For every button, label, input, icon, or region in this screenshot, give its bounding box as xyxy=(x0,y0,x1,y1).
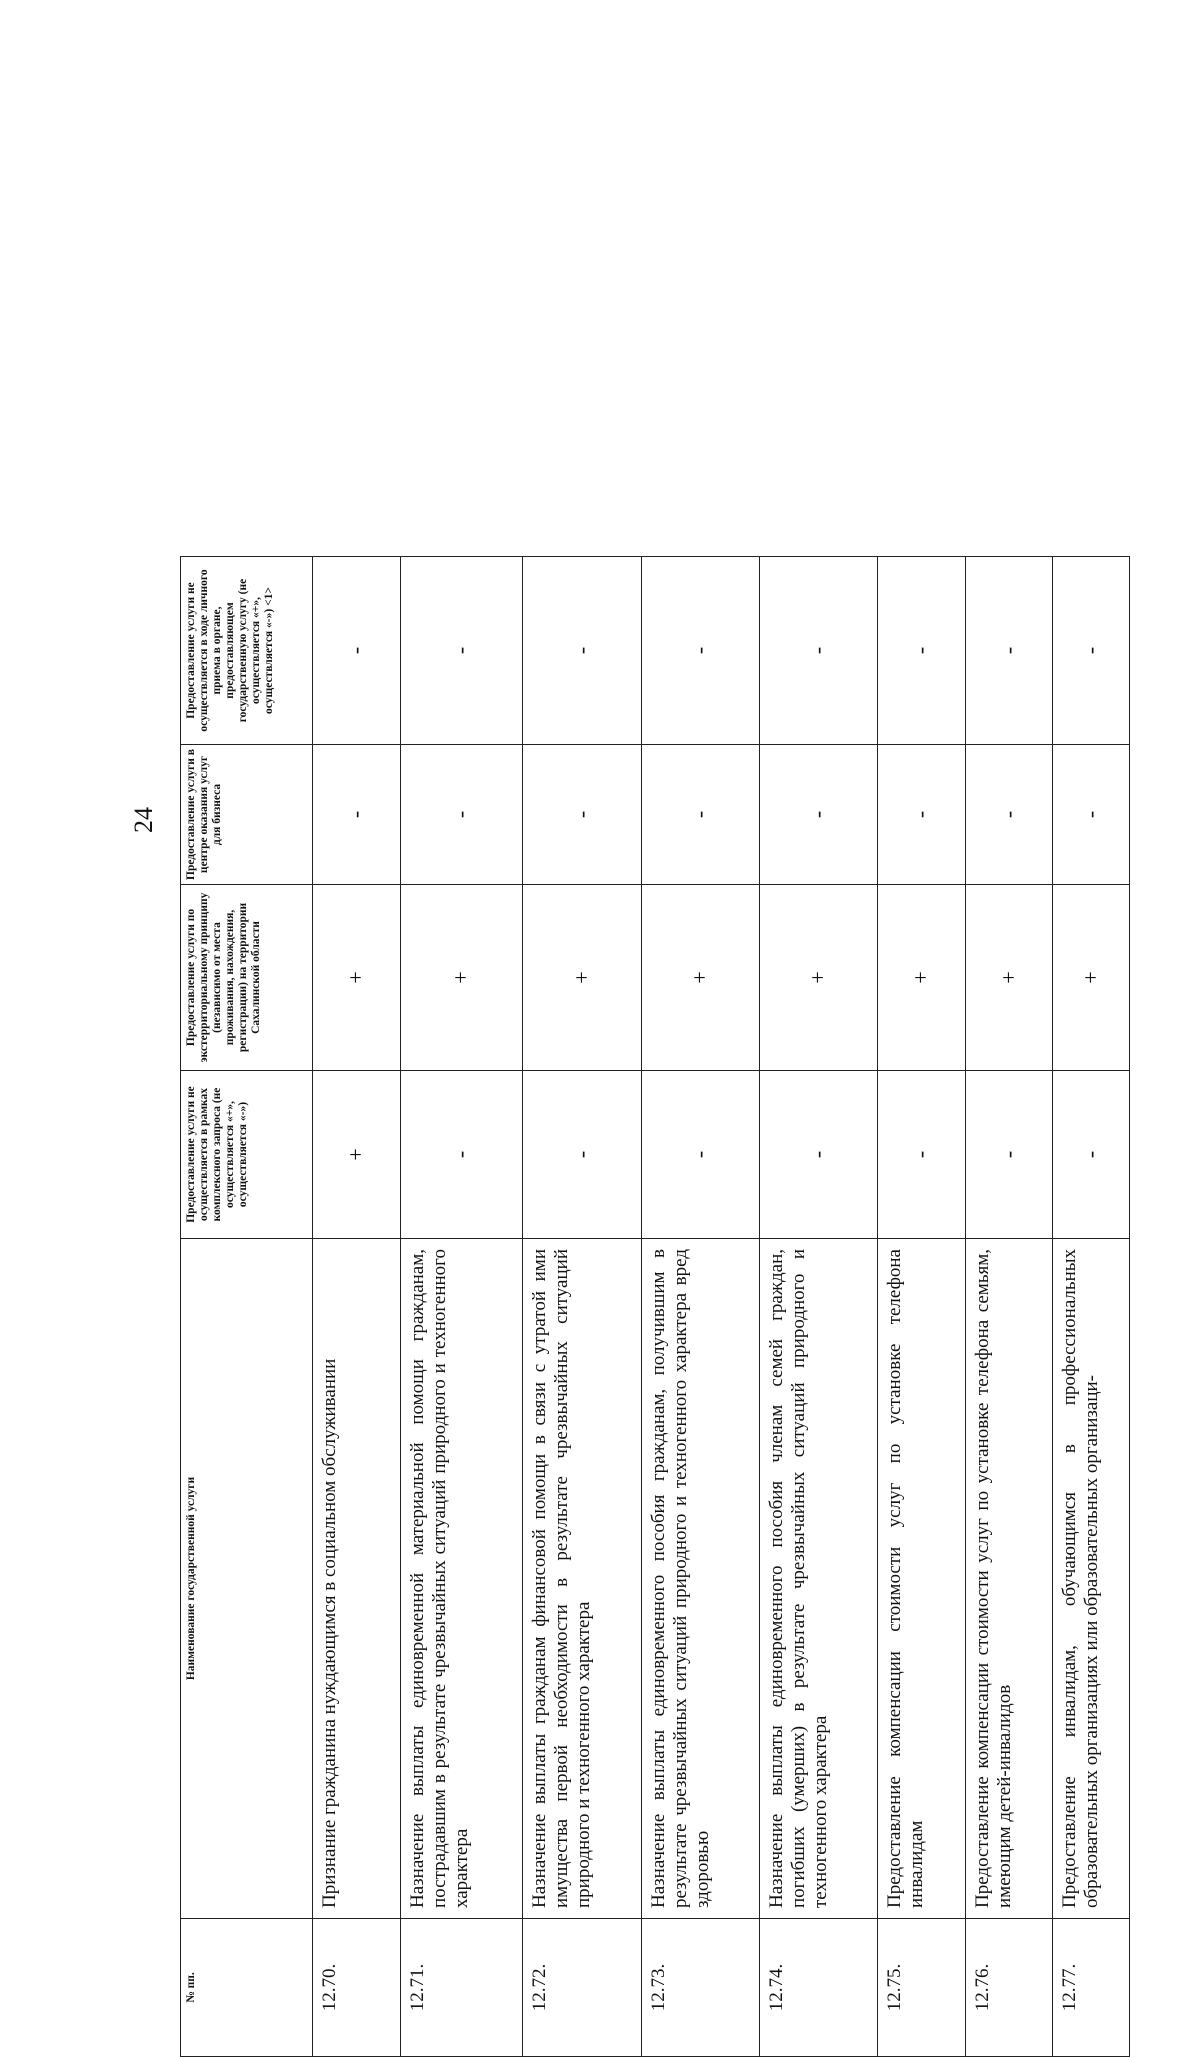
row-number: 12.72. xyxy=(523,1919,641,2057)
header-not-personal: Предоставление услуги не осуществляется в ходе личного приема в органе, предоставляющем государственную услугу (не осуществляется «+», осуществляется «-») <1> xyxy=(181,557,313,745)
table-row xyxy=(523,557,641,2057)
business-center-mark: - xyxy=(400,745,523,885)
complex-mark: - xyxy=(1053,1071,1130,1239)
business-center-mark: - xyxy=(313,745,401,885)
not-personal-mark: - xyxy=(313,557,401,745)
business-center-mark: - xyxy=(641,745,759,885)
service-name: Назначение выплаты единовременного пособия членам семей граждан, погибших (умерших) в результате чрезвычайных ситуаций природного и техногенного характера xyxy=(759,1239,877,1919)
service-name: Предоставление компенсации стоимости услуг по установке телефона семьям, имеющим детей-инвалидов xyxy=(965,1239,1053,1919)
services-table xyxy=(180,556,1130,2057)
extraterritorial-mark: + xyxy=(965,885,1053,1071)
table-row xyxy=(313,557,401,2057)
business-center-mark: - xyxy=(878,745,966,885)
complex-mark: + xyxy=(313,1071,401,1239)
row-number: 12.75. xyxy=(878,1919,966,2057)
not-personal-mark: - xyxy=(759,557,877,745)
table-row xyxy=(400,557,523,2057)
not-personal-mark: - xyxy=(1053,557,1130,745)
header-extraterritorial: Предоставление услуги по экстерриториальному принципу (независимо от места проживания, нахождения, регистрации) на территории Сахалинской области xyxy=(181,885,313,1071)
business-center-mark: - xyxy=(523,745,641,885)
not-personal-mark: - xyxy=(523,557,641,745)
rotated-table-wrapper xyxy=(180,557,1130,2057)
service-name: Назначение выплаты единовременного пособия гражданам, получившим в результате чрезвычайных ситуаций природного и техногенного характера вред здоровью xyxy=(641,1239,759,1919)
table-header-row xyxy=(181,557,313,2057)
complex-mark: - xyxy=(523,1071,641,1239)
business-center-mark: - xyxy=(759,745,877,885)
service-name: Предоставление инвалидам, обучающимся в профессиональных образовательных организациях или образовательных организаци- xyxy=(1053,1239,1130,1919)
extraterritorial-mark: + xyxy=(400,885,523,1071)
table-row xyxy=(965,557,1053,2057)
table-row xyxy=(1053,557,1130,2057)
header-num: № пп. xyxy=(181,1919,313,2057)
not-personal-mark: - xyxy=(878,557,966,745)
row-number: 12.76. xyxy=(965,1919,1053,2057)
complex-mark: - xyxy=(965,1071,1053,1239)
table-row xyxy=(641,557,759,2057)
complex-mark: - xyxy=(641,1071,759,1239)
row-number: 12.74. xyxy=(759,1919,877,2057)
extraterritorial-mark: + xyxy=(878,885,966,1071)
service-name: Назначение выплаты гражданам финансовой помощи в связи с утратой ими имущества первой необходимости в результате чрезвычайных ситуаций природного и техногенного характера xyxy=(523,1239,641,1919)
header-complex: Предоставление услуги не осуществляется в рамках комплексного запроса (не осуществляется «+», осуществляется «-») xyxy=(181,1071,313,1239)
extraterritorial-mark: + xyxy=(1053,885,1130,1071)
complex-mark: - xyxy=(400,1071,523,1239)
extraterritorial-mark: + xyxy=(759,885,877,1071)
header-name: Наименование государственной услуги xyxy=(181,1239,313,1919)
table-row xyxy=(878,557,966,2057)
table-row xyxy=(759,557,877,2057)
extraterritorial-mark: + xyxy=(641,885,759,1071)
page-number: 24 xyxy=(129,807,158,833)
complex-mark: - xyxy=(759,1071,877,1239)
business-center-mark: - xyxy=(1053,745,1130,885)
row-number: 12.71. xyxy=(400,1919,523,2057)
extraterritorial-mark: + xyxy=(523,885,641,1071)
not-personal-mark: - xyxy=(641,557,759,745)
service-name: Назначение выплаты единовременной материальной помощи гражданам, пострадавшим в результате чрезвычайных ситуаций природного и техногенного характера xyxy=(400,1239,523,1919)
not-personal-mark: - xyxy=(400,557,523,745)
row-number: 12.73. xyxy=(641,1919,759,2057)
service-name: Признание гражданина нуждающимся в социальном обслуживании xyxy=(313,1239,401,1919)
header-business-center: Предоставление услуги в центре оказания услуг для бизнеса xyxy=(181,745,313,885)
row-number: 12.77. xyxy=(1053,1919,1130,2057)
business-center-mark: - xyxy=(965,745,1053,885)
extraterritorial-mark: + xyxy=(313,885,401,1071)
not-personal-mark: - xyxy=(965,557,1053,745)
complex-mark: - xyxy=(878,1071,966,1239)
service-name: Предоставление компенсации стоимости услуг по установке телефона инвалидам xyxy=(878,1239,966,1919)
row-number: 12.70. xyxy=(313,1919,401,2057)
